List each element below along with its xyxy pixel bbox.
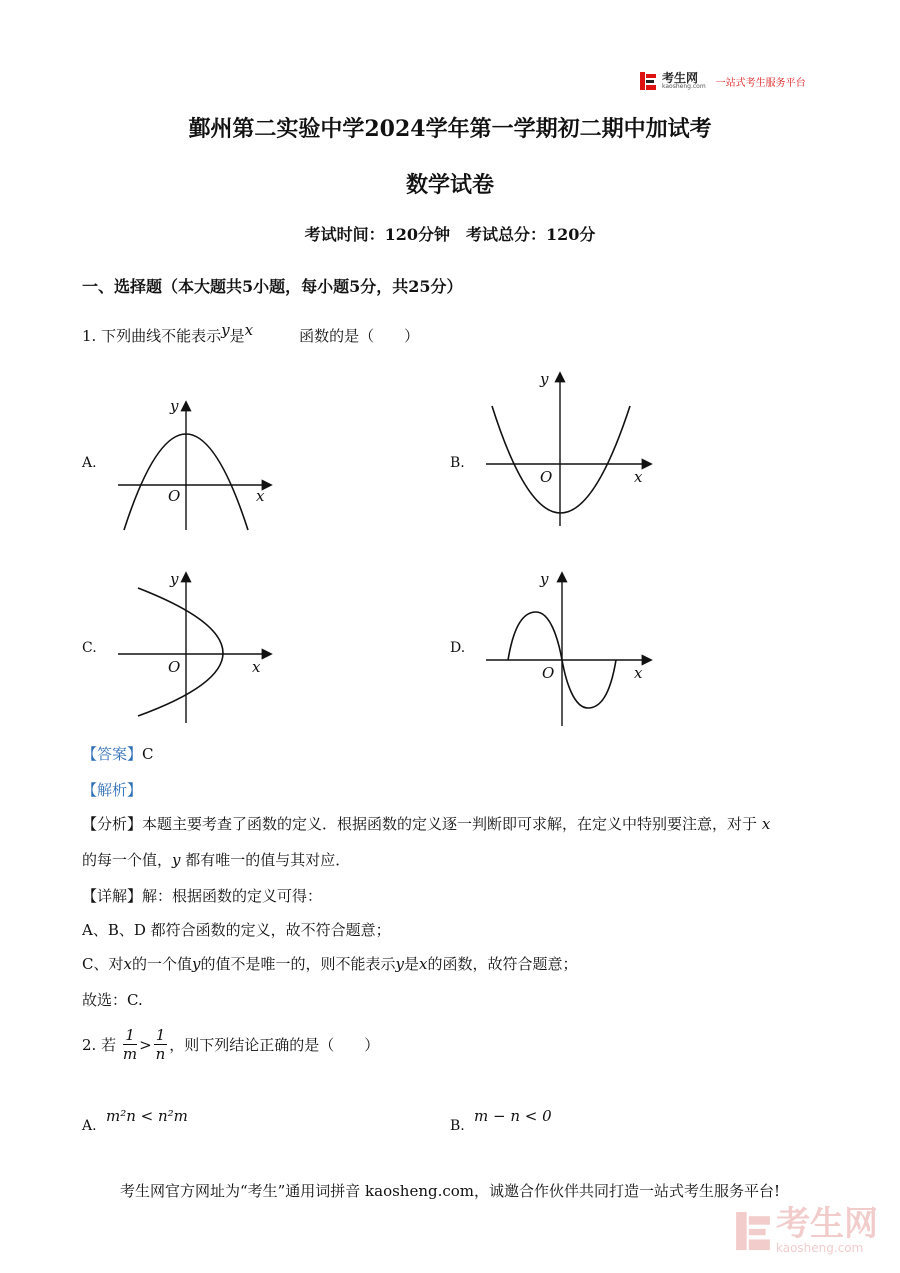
q2-stem-text: ，则下列结论正确的是（ ） bbox=[169, 1035, 380, 1054]
q1-stem-part: 函数的是（ ） bbox=[299, 327, 420, 345]
title-line1: 鄞州第二实验中学2024学年第一学期初二期中加试考 bbox=[188, 116, 712, 142]
choice-line: 故选：C. bbox=[82, 991, 143, 1009]
q2-gt: > bbox=[139, 1035, 152, 1054]
line-c-var: x bbox=[418, 955, 428, 973]
fenxi-text: 都有唯一的值与其对应． bbox=[185, 851, 351, 869]
x-axis-label: x bbox=[634, 468, 643, 486]
frac-numerator: 1 bbox=[123, 1026, 137, 1045]
origin-label: O bbox=[168, 487, 181, 505]
fenxi-var: x bbox=[761, 815, 771, 833]
watermark bbox=[736, 1204, 878, 1255]
section-heading: 一、选择题（本大题共5小题，每小题5分，共25分） bbox=[82, 277, 463, 296]
q1-graph-b bbox=[480, 368, 660, 528]
xiangjie-label: 【详解】 bbox=[82, 887, 143, 905]
line-c-part: 的一个值 bbox=[131, 955, 192, 973]
q1-graph-d bbox=[480, 568, 660, 728]
logo-slogan: 一站式考生服务平台 bbox=[715, 77, 806, 89]
q1-option-b-label: B. bbox=[450, 455, 465, 471]
footer-text: 考生网官方网址为“考生”通用词拼音 kaosheng.com，诚邀合作伙伴共同打造一站式考生服务平台! bbox=[119, 1182, 781, 1200]
y-axis-label: y bbox=[540, 570, 549, 588]
x-axis-label: x bbox=[256, 487, 265, 505]
analysis-label: 【解析】 bbox=[82, 781, 143, 799]
q1-option-c-label: C. bbox=[82, 640, 97, 656]
line-c-var: y bbox=[191, 955, 201, 973]
sideways-parabola-curve bbox=[138, 588, 223, 716]
q2-option-a-expr: m²n < n²m bbox=[106, 1107, 188, 1125]
fenxi-text: 的每一个值， bbox=[82, 851, 173, 869]
line-abd: A、B、D 都符合函数的定义，故不符合题意； bbox=[82, 921, 391, 939]
q1-graph-a bbox=[110, 395, 280, 535]
origin-label: O bbox=[540, 468, 553, 486]
q1-option-d-label: D. bbox=[450, 640, 466, 656]
q2-option-a-label: A. bbox=[82, 1118, 97, 1134]
watermark-domain: kaosheng.com bbox=[776, 1241, 864, 1255]
frac-denominator: m bbox=[122, 1045, 138, 1063]
line-c-part: C、对 bbox=[82, 955, 124, 973]
q2-number: 2. bbox=[82, 1035, 97, 1054]
q2-ruo: 若 bbox=[101, 1035, 117, 1054]
q2-option-b-expr: m − n < 0 bbox=[474, 1107, 552, 1125]
fenxi-label: 【分析】 bbox=[82, 815, 143, 833]
q1-answer bbox=[82, 744, 154, 764]
q1-number: 1. bbox=[82, 327, 97, 345]
fenxi-text: 本题主要考查了函数的定义．根据函数的定义逐一判断即可求解，在定义中特别要注意，对于 bbox=[142, 815, 758, 833]
watermark-logo-icon bbox=[736, 1212, 770, 1250]
line-c-var: x bbox=[123, 955, 132, 973]
xiangjie-text: 解：根据函数的定义可得： bbox=[142, 887, 323, 905]
exam-info: 考试时间：120分钟 考试总分：120分 bbox=[304, 225, 596, 244]
x-axis-label: x bbox=[252, 658, 261, 676]
title-line2: 数学试卷 bbox=[405, 172, 494, 198]
frac-denominator: n bbox=[155, 1045, 166, 1063]
y-axis-label: y bbox=[540, 370, 549, 388]
line-c-part: 的函数，故符合题意； bbox=[427, 955, 578, 973]
q2-stem bbox=[82, 1026, 379, 1063]
q2-fraction-1 bbox=[123, 1026, 137, 1063]
q1-var: x bbox=[244, 321, 254, 339]
q1-stem-part: 是 bbox=[229, 327, 245, 345]
q1-option-a-label: A. bbox=[82, 455, 97, 471]
frac-numerator: 1 bbox=[155, 1026, 166, 1044]
logo-name: 考生网 bbox=[662, 70, 699, 85]
origin-label: O bbox=[168, 658, 181, 676]
q1-graph-c bbox=[110, 568, 280, 723]
answer-value: C bbox=[142, 745, 154, 763]
kaosheng-logo-icon bbox=[640, 72, 656, 90]
logo-domain: kaosheng.com bbox=[662, 82, 706, 90]
line-c bbox=[82, 954, 577, 974]
q1-stem-part: 下列曲线不能表示 bbox=[101, 327, 222, 345]
fenxi-line2 bbox=[82, 850, 350, 870]
x-axis-label: x bbox=[634, 664, 643, 682]
upward-parabola-curve bbox=[492, 406, 630, 513]
answer-label: 【答案】 bbox=[82, 745, 143, 763]
q1-stem bbox=[82, 321, 420, 346]
origin-label: O bbox=[542, 664, 555, 682]
watermark-text: 考生网 bbox=[776, 1204, 878, 1244]
q2-option-b-label: B. bbox=[450, 1118, 465, 1134]
fenxi-var: y bbox=[172, 851, 181, 869]
xiangjie-line bbox=[82, 886, 322, 906]
y-axis-label: y bbox=[170, 397, 179, 415]
header-logo bbox=[640, 72, 806, 90]
line-c-part: 是 bbox=[403, 955, 419, 973]
fenxi-line1 bbox=[82, 814, 770, 834]
q1-var: y bbox=[221, 321, 230, 339]
y-axis-label: y bbox=[170, 570, 179, 588]
q2-fraction-2 bbox=[154, 1026, 168, 1063]
line-c-var: y bbox=[395, 955, 404, 973]
line-c-part: 的值不是唯一的，则不能表示 bbox=[200, 955, 396, 973]
